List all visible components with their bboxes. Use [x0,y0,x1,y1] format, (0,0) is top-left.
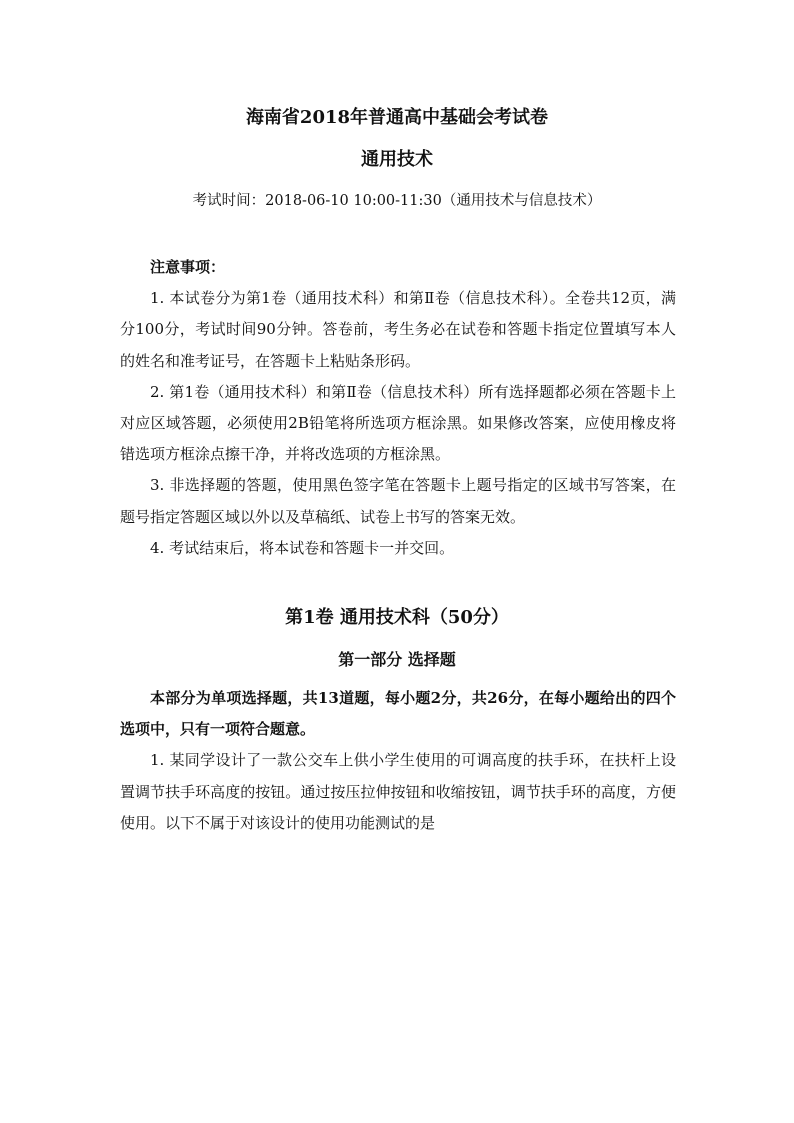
question-1: 1. 某同学设计了一款公交车上供小学生使用的可调高度的扶手环，在扶杆上设置调节扶手环高度的按钮。通过按压拉伸按钮和收缩按钮，调节扶手环的高度，方便使用。以下不属于对该设计的使用功能测试的是 [120,751,676,832]
exam-subject: 通用技术 [361,149,433,170]
notes-section [120,252,676,564]
notes-item-3: 3. 非选择题的答题，使用黑色签字笔在答题卡上题号指定的区域书写答案，在题号指定答题区域以外以及草稿纸、试卷上书写的答案无效。 [120,476,676,526]
notes-heading: 注意事项： [150,258,226,276]
notes-item-4: 4. 考试结束后，将本试卷和答题卡一并交回。 [150,538,455,557]
exam-title: 海南省2018年普通高中基础会考试卷 [245,107,549,128]
part-title: 第1卷 通用技术科（50分） [285,607,509,628]
section-instructions: 本部分为单项选择题，共13道题，每小题2分，共26分，在每小题给出的四个选项中，只有一项符合题意。 [120,689,676,739]
section-title: 第一部分 选择题 [338,650,456,669]
question-block [120,683,676,839]
exam-time: 考试时间：2018-06-10 10:00-11:30（通用技术与信息技术） [192,193,602,209]
notes-item-2: 2. 第1卷（通用技术科）和第Ⅱ卷（信息技术科）所有选择题都必须在答题卡上对应区域答题，必须使用2B铅笔将所选项方框涂黑。如果修改答案，应使用橡皮将错选项方框涂点擦干净，并将改选项的方框涂黑。 [120,382,676,464]
notes-item-1: 1. 本试卷分为第1卷（通用技术科）和第Ⅱ卷（信息技术科）。全卷共12页，满分100分，考试时间90分钟。答卷前，考生务必在试卷和答题卡指定位置填写本人的姓名和准考证号，在答题卡上粘贴条形码。 [120,289,676,370]
